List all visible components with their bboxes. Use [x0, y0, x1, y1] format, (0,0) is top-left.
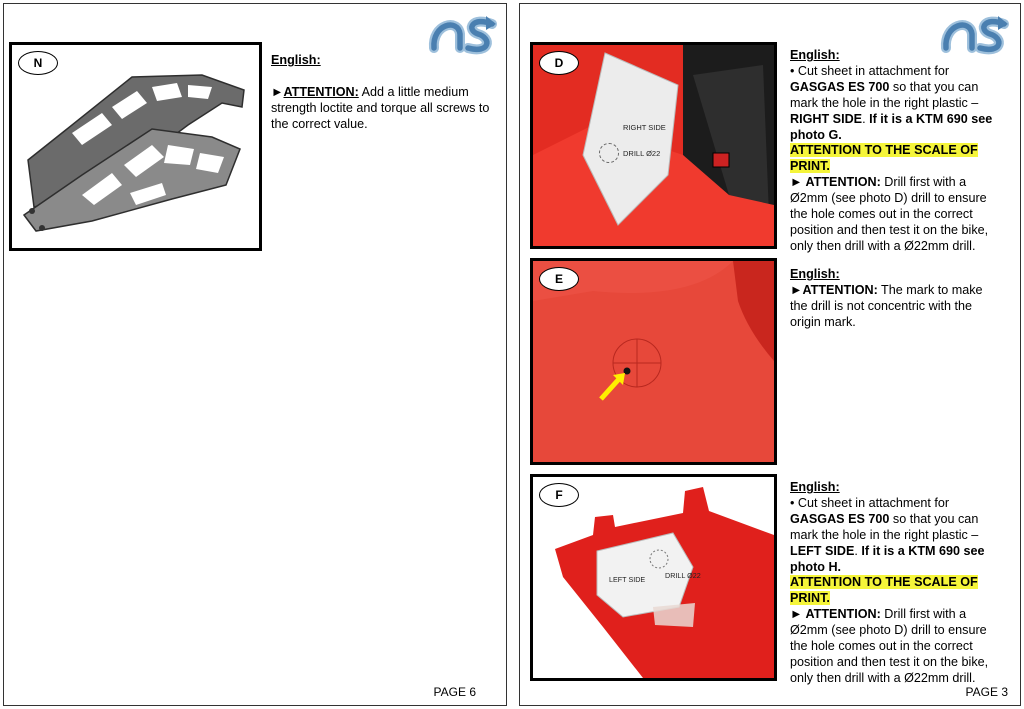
ktm-note: If it is a KTM 690 see photo G. [790, 111, 993, 142]
model-name: GASGAS ES 700 [790, 79, 890, 94]
step-f-text [790, 480, 1000, 687]
photo-d-scene [533, 45, 774, 246]
step-badge: D [539, 51, 579, 75]
instruction-text: . [854, 543, 862, 558]
ktm-note: If it is a KTM 690 see photo H. [790, 543, 985, 574]
english-heading: English: [790, 267, 840, 281]
step-e-text [790, 267, 1000, 331]
photo-label-drill: DRILL Ø22 [623, 149, 661, 158]
photo-e-scene [533, 261, 774, 462]
side-name: RIGHT SIDE [790, 111, 863, 126]
attention-text: Drill first with a Ø2mm (see photo D) drill to ensure the hole comes out in the correct position and then test it on the bike, only then drill with a Ø22mm drill. [790, 175, 989, 253]
attention-text: Drill first with a Ø2mm (see photo D) drill to ensure the hole comes out in the correct position and then test it on the bike, only then drill with a Ø22mm drill. [790, 607, 989, 685]
photo-label-side: LEFT SIDE [609, 575, 646, 584]
scale-warning: ATTENTION TO THE SCALE OF PRINT. [790, 143, 978, 174]
instruction-text: • Cut sheet in attachment for [790, 63, 950, 78]
step-badge: N [18, 51, 58, 75]
step-badge: E [539, 267, 579, 291]
attention-text: Add a little medium strength loctite and torque all screws to the correct value. [271, 84, 490, 131]
attention-label: ►ATTENTION: [790, 282, 878, 297]
photo-label-side: RIGHT SIDE [623, 123, 666, 132]
page-number: PAGE 3 [965, 685, 1008, 699]
step-d-text [790, 48, 1000, 255]
english-heading: English: [790, 480, 840, 494]
page-number: PAGE 6 [433, 685, 476, 699]
page-3 [519, 3, 1021, 706]
as-logo [428, 12, 500, 58]
side-name: LEFT SIDE [790, 543, 855, 558]
step-badge: F [539, 483, 579, 507]
rack-illustration [12, 45, 259, 248]
attention-text: The mark to make the drill is not concentric with the origin mark. [790, 282, 983, 329]
attention-label: ► ATTENTION: [790, 607, 881, 622]
scale-warning: ATTENTION TO THE SCALE OF PRINT. [790, 575, 978, 606]
photo-n [9, 42, 262, 251]
photo-label-drill: DRILL Ø22 [665, 571, 701, 580]
step-n-text [271, 53, 496, 133]
instruction-text: . [862, 111, 870, 126]
photo-d [530, 42, 777, 249]
photo-f-scene [533, 477, 774, 678]
english-heading: English: [790, 48, 840, 62]
instruction-text: so that you can mark the hole in the right plastic – [790, 511, 979, 542]
instruction-text: so that you can mark the hole in the right plastic – [790, 79, 979, 110]
photo-e [530, 258, 777, 465]
svg-text:AS: AS [428, 12, 430, 13]
photo-f [530, 474, 777, 681]
attention-label: ATTENTION: [283, 84, 359, 99]
english-heading: English: [271, 53, 321, 67]
page-6 [3, 3, 507, 706]
model-name: GASGAS ES 700 [790, 511, 890, 526]
drill-circle-mark [599, 143, 619, 163]
attention-label: ► ATTENTION: [790, 175, 881, 190]
instruction-text: • Cut sheet in attachment for [790, 495, 950, 510]
attention-arrow: ► [271, 84, 284, 99]
